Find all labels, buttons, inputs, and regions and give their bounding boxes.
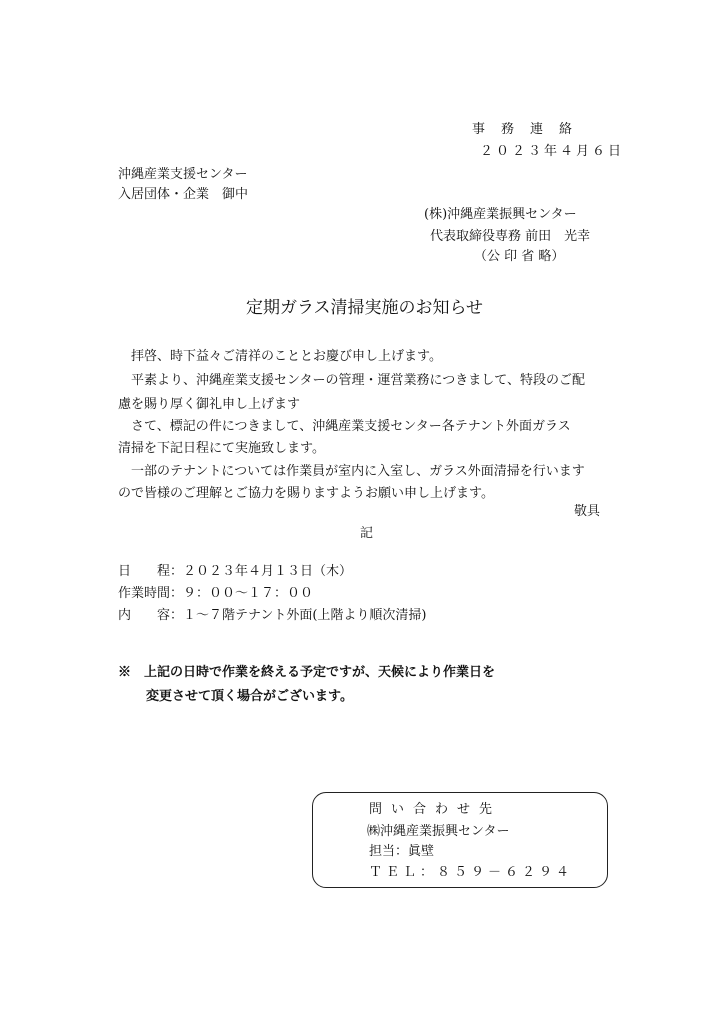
schedule-content: 内 容：１〜７階テナント外面(上階より順次清掃) xyxy=(118,608,427,623)
document-category: 事務連絡 xyxy=(472,122,589,137)
body-paragraph-4-line-2: ので皆様のご理解とご協力を賜りますようお願い申し上げます。 xyxy=(118,486,494,501)
seal-omitted-note: （公 印 省 略） xyxy=(474,249,565,264)
contact-tel: ＴＥＬ：８５９－６２９４ xyxy=(369,865,574,880)
recipient-line-2: 入居団体・企業 御中 xyxy=(118,187,249,202)
recipient-line-1: 沖縄産業支援センター xyxy=(118,167,248,182)
schedule-time: 作業時間：９：００〜１７：００ xyxy=(118,586,314,601)
body-paragraph-1: 拝啓、時下益々ご清祥のこととお慶び申し上げます。 xyxy=(131,349,442,364)
contact-person: 担当：眞壁 xyxy=(369,844,435,859)
body-paragraph-3-line-1: さて、標記の件につきまして、沖縄産業支援センター各テナント外面ガラス xyxy=(131,419,571,434)
contact-company: ㈱沖縄産業振興センター xyxy=(367,824,510,839)
contact-box xyxy=(312,792,608,888)
body-paragraph-3-line-2: 清掃を下記日程にて実施致します。 xyxy=(118,441,325,456)
body-paragraph-4-line-1: 一部のテナントについては作業員が室内に入室し、ガラス外面清掃を行います xyxy=(131,464,585,479)
contact-heading: 問い合わせ先 xyxy=(369,802,502,817)
document-date: ２０２３年４月６日 xyxy=(480,144,625,159)
closing-keigu: 敬具 xyxy=(574,504,601,519)
sender-company: (株)沖縄産業振興センター xyxy=(424,207,577,222)
schedule-date: 日 程：２０２３年４月１３日（木） xyxy=(118,564,353,579)
document-title: 定期ガラス清掃実施のお知らせ xyxy=(246,298,483,318)
body-paragraph-2-line-1: 平素より、沖縄産業支援センターの管理・運営業務につきまして、特段のご配 xyxy=(131,373,585,388)
note-line-2: 変更させて頂く場合がございます。 xyxy=(146,689,353,704)
sender-title-name: 代表取締役専務 前田 光幸 xyxy=(430,229,591,244)
ki-marker: 記 xyxy=(360,526,374,541)
note-line-1: ※ 上記の日時で作業を終える予定ですが、天候により作業日を xyxy=(118,665,496,680)
body-paragraph-2-line-2: 慮を賜り厚く御礼申し上げます xyxy=(118,397,301,412)
